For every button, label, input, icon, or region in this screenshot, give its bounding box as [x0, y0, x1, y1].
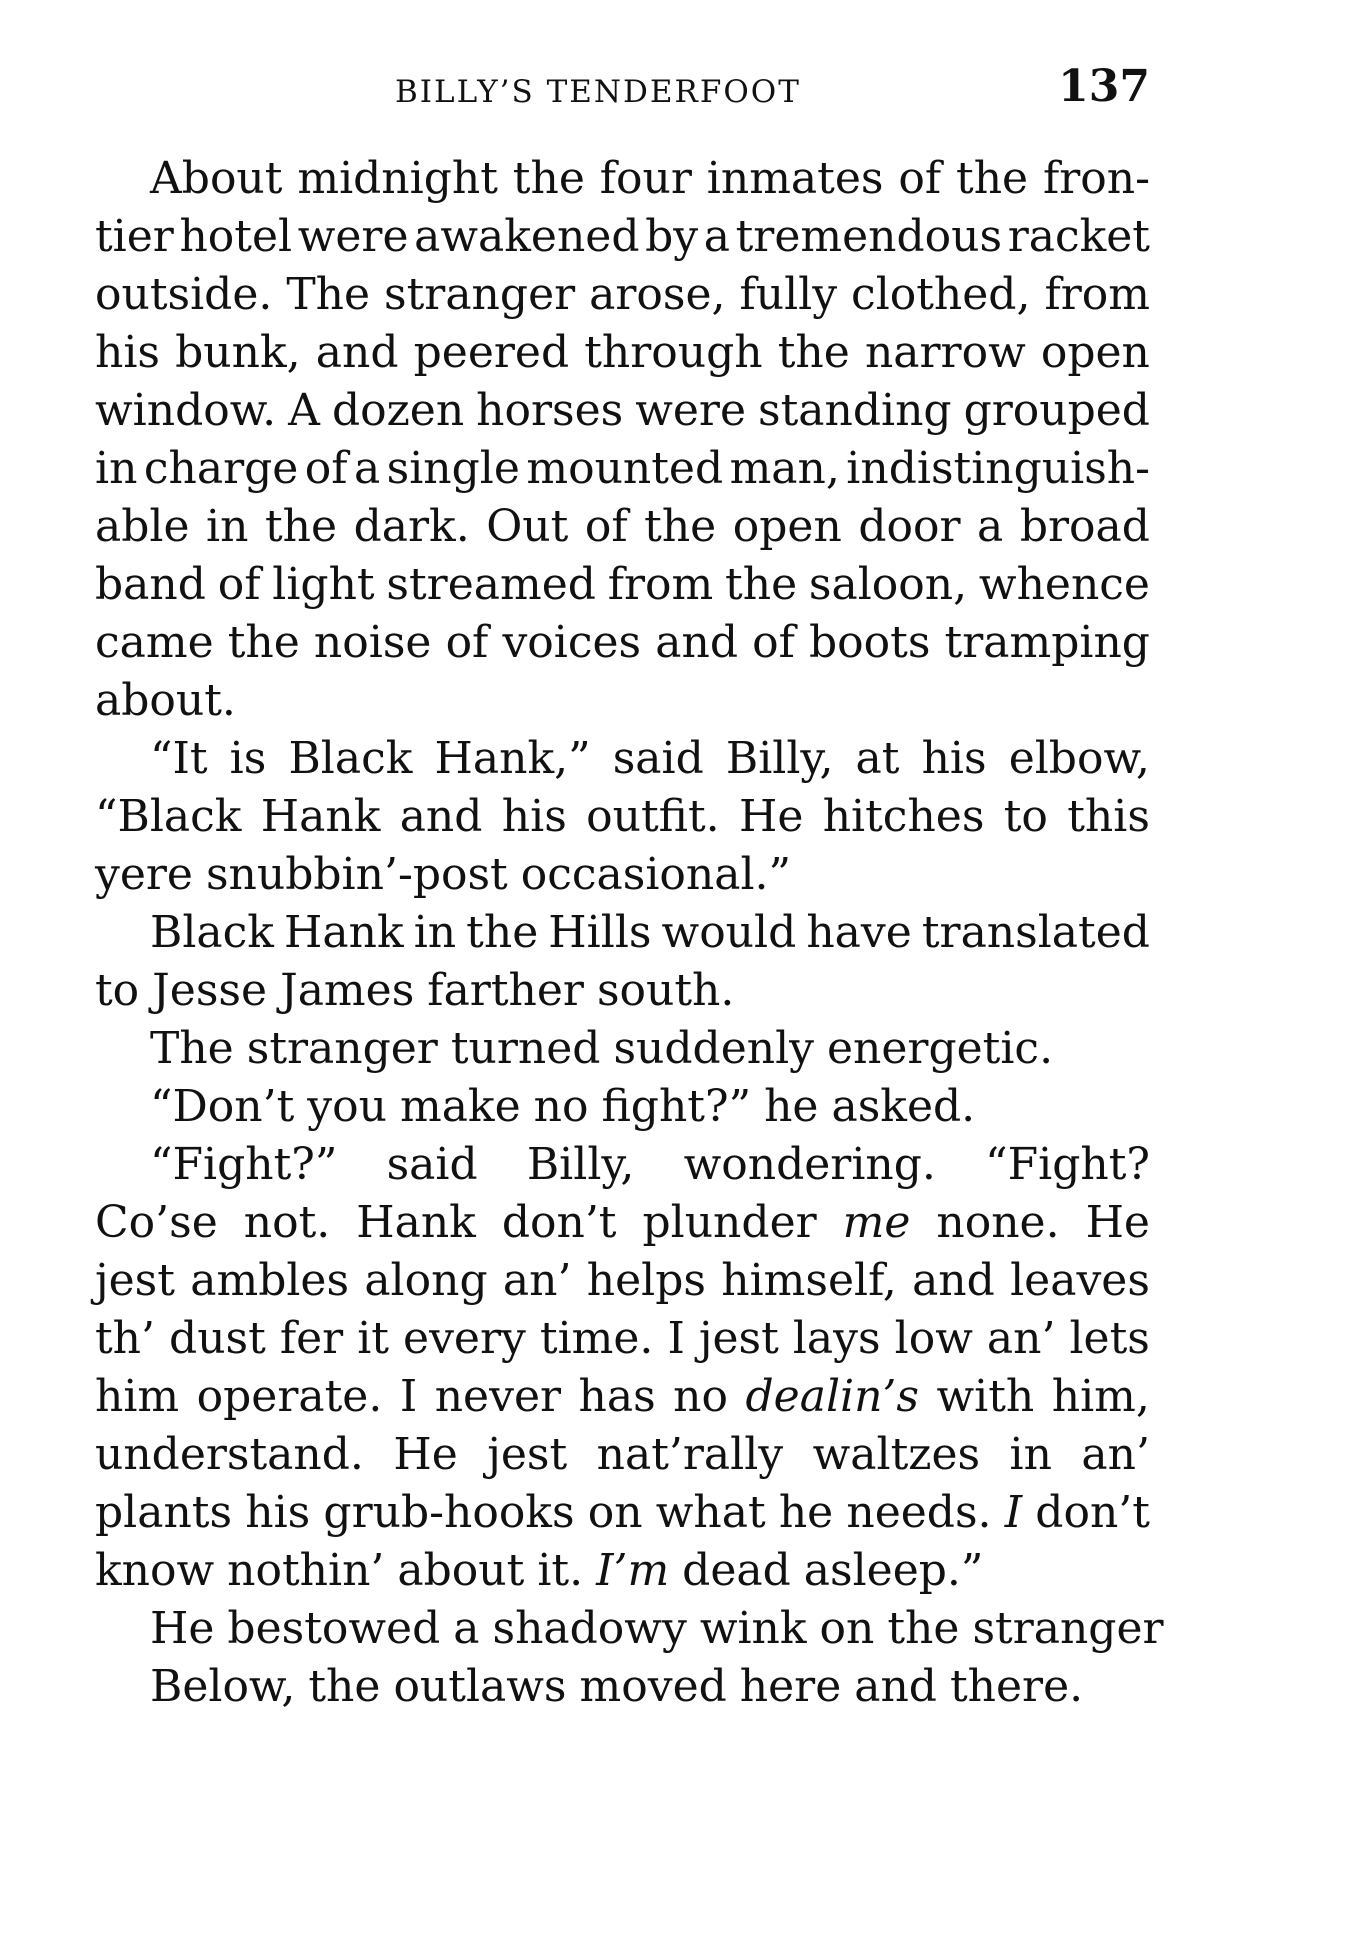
word: noise [313, 617, 432, 668]
word: and [912, 1255, 995, 1306]
word: the [956, 153, 1029, 204]
word: th’ [95, 1313, 156, 1364]
word: horses [476, 385, 624, 436]
text-line [95, 1310, 1150, 1368]
word: came [95, 617, 214, 668]
text-line [95, 1658, 1150, 1716]
word: arose, [589, 269, 726, 320]
word: the [512, 153, 585, 204]
text-line [95, 1542, 1150, 1600]
word: of [584, 501, 628, 552]
word: “It [150, 733, 208, 784]
word: have [806, 907, 912, 958]
word: suddenly [613, 1023, 815, 1074]
word: never [434, 1371, 562, 1422]
word: with [936, 1371, 1035, 1422]
word: at [855, 733, 900, 784]
word: Hank [260, 791, 381, 842]
word: grouped [963, 385, 1150, 436]
word: open [1040, 327, 1150, 378]
word: tier [95, 211, 174, 262]
word: no [533, 1081, 589, 1132]
text-line [95, 150, 1150, 208]
text-line [95, 730, 1150, 788]
word: from [1044, 269, 1150, 320]
word: the [466, 907, 539, 958]
word: He [738, 791, 804, 842]
word: were [297, 211, 409, 262]
paragraph [95, 150, 1150, 730]
word: has [578, 1371, 656, 1422]
paragraph [95, 1020, 1150, 1078]
word [1005, 1484, 1022, 1542]
word: lays [792, 1313, 881, 1364]
word: there. [949, 1661, 1084, 1712]
word: I [399, 1371, 418, 1422]
word: leaves [1010, 1255, 1150, 1306]
word: outlaws [393, 1661, 567, 1712]
text-line [95, 1426, 1150, 1484]
word: in [206, 501, 249, 552]
word: Below, [150, 1661, 296, 1712]
word: on [587, 1487, 643, 1538]
word: “Fight? [985, 1139, 1150, 1190]
word: and [399, 791, 483, 842]
word: About [150, 153, 283, 204]
word: elbow, [1008, 733, 1150, 784]
word: an’ [986, 1313, 1056, 1364]
word: a [453, 1603, 480, 1654]
word: and [854, 1661, 937, 1712]
word: wink [699, 1603, 807, 1654]
word: in [413, 907, 457, 958]
word: The [286, 269, 371, 320]
word: Hank,” [434, 733, 591, 784]
text-line [95, 498, 1150, 556]
word: his [245, 1487, 311, 1538]
word: the [777, 327, 850, 378]
word: Jesse [152, 965, 268, 1016]
word: Black [150, 907, 274, 958]
word: an’ [1081, 1429, 1150, 1480]
word: here [739, 1661, 842, 1712]
word: charge [143, 443, 299, 494]
word: farther [427, 965, 584, 1016]
word: his [921, 733, 987, 784]
word: about. [95, 675, 236, 726]
word: south. [596, 965, 735, 1016]
word: were [635, 385, 746, 436]
text-line [95, 208, 1150, 266]
word: the [308, 1661, 381, 1712]
paragraph [95, 730, 1150, 904]
word: him [95, 1371, 180, 1422]
word: window. [95, 385, 277, 436]
word: Co’se [95, 1197, 218, 1248]
word: to [1003, 791, 1048, 842]
emphasis: I’m [596, 1545, 670, 1596]
word: He [150, 1603, 215, 1654]
word: ambles [190, 1255, 350, 1306]
word: bestowed [227, 1603, 441, 1654]
word: a [353, 443, 381, 494]
text-line [95, 1136, 1150, 1194]
paragraph [95, 1078, 1150, 1136]
word: said [386, 1139, 478, 1190]
word: every [403, 1313, 526, 1364]
word: he [778, 1487, 834, 1538]
word: dead [682, 1545, 791, 1596]
text-line [95, 788, 1150, 846]
page-number: 137 [1058, 61, 1150, 112]
word: of [752, 617, 795, 668]
word: of [304, 443, 348, 494]
word: dark. [353, 501, 470, 552]
word: understand. [95, 1429, 364, 1480]
word: band [95, 559, 206, 610]
word: asked. [831, 1081, 976, 1132]
word: you [307, 1081, 387, 1132]
word: whence [978, 559, 1150, 610]
word: tremendous [735, 211, 1003, 262]
text-line [95, 846, 1150, 904]
word [843, 1194, 911, 1252]
word: Hank [356, 1197, 476, 1248]
word: stranger [246, 1023, 438, 1074]
emphasis: me [842, 1197, 911, 1248]
word: inmates [706, 153, 884, 204]
word: it. [537, 1545, 584, 1596]
word: narrow [864, 327, 1026, 378]
word: from [607, 559, 714, 610]
word: standing [758, 385, 952, 436]
word: I [667, 1313, 685, 1364]
word: single [386, 443, 520, 494]
word: of [445, 617, 489, 668]
word: dozen [331, 385, 465, 436]
word: is [229, 733, 267, 784]
word: time. [539, 1313, 654, 1364]
word: nothin’ [227, 1545, 385, 1596]
word: jest [698, 1313, 779, 1364]
word: by [645, 211, 699, 262]
word: moved [579, 1661, 727, 1712]
word: He [1085, 1197, 1150, 1248]
text-line [95, 1020, 1150, 1078]
emphasis: I [1004, 1487, 1023, 1538]
word: hitches [822, 791, 985, 842]
word: wondering. [683, 1139, 936, 1190]
word: needs. [846, 1487, 992, 1538]
word: jest [487, 1429, 568, 1480]
word: able [95, 501, 190, 552]
word: translated [921, 907, 1150, 958]
word: The [150, 1023, 234, 1074]
word: don’t [501, 1197, 617, 1248]
word: and [655, 617, 738, 668]
word [746, 1368, 920, 1426]
word: a [977, 501, 1004, 552]
text-line [95, 614, 1150, 672]
word: awakened [414, 211, 640, 262]
word: Hills [548, 907, 652, 958]
word: what [655, 1487, 766, 1538]
text-line [95, 1600, 1164, 1658]
word: grub-hooks [323, 1487, 575, 1538]
word: would [661, 907, 797, 958]
word: He [393, 1429, 458, 1480]
word: this [1067, 791, 1150, 842]
word: “Don’t [150, 1081, 295, 1132]
word: to [95, 965, 140, 1016]
text-line [95, 1194, 1150, 1252]
text-line [95, 1078, 1150, 1136]
word: fully [739, 269, 838, 320]
word: hotel [179, 211, 293, 262]
word: in [95, 443, 138, 494]
word: outfit. [586, 791, 720, 842]
word: shadowy [492, 1603, 687, 1654]
word: the [644, 501, 717, 552]
word: Hank [284, 907, 404, 958]
word: and [315, 327, 399, 378]
word: racket [1007, 211, 1150, 262]
word: his [501, 791, 567, 842]
word: him, [1051, 1371, 1150, 1422]
word: snubbin’-post [205, 849, 508, 900]
word: make [399, 1081, 521, 1132]
word: along [364, 1255, 488, 1306]
word: operate. [196, 1371, 383, 1422]
word: peered [413, 327, 570, 378]
word: none. [936, 1197, 1060, 1248]
word [596, 1542, 669, 1600]
text-line [95, 1252, 1150, 1310]
word: nat’rally [596, 1429, 784, 1480]
word: broad [1019, 501, 1150, 552]
word: midnight [297, 153, 498, 204]
word: A [288, 385, 320, 436]
paragraph [95, 1600, 1164, 1658]
emphasis: dealin’s [745, 1371, 919, 1422]
word: dust [169, 1313, 266, 1364]
word: man, [729, 443, 840, 494]
word: light [272, 559, 375, 610]
text-line [95, 1368, 1150, 1426]
paragraph [95, 904, 1150, 1020]
word: Billy, [725, 733, 834, 784]
word: turned [450, 1023, 601, 1074]
word: indistinguish- [846, 443, 1150, 494]
word: plunder [642, 1197, 817, 1248]
text-line [95, 672, 1150, 730]
word: no [673, 1371, 728, 1422]
word: open [732, 501, 842, 552]
word: himself, [721, 1255, 897, 1306]
word: “Black [95, 791, 242, 842]
word: the [265, 501, 338, 552]
word: jest [95, 1255, 175, 1306]
word: the [227, 617, 300, 668]
word: lets [1069, 1313, 1150, 1364]
word: streamed [386, 559, 596, 610]
text-line [95, 266, 1150, 324]
paragraph [95, 1658, 1150, 1716]
word: fight?” [601, 1081, 752, 1132]
word: about [397, 1545, 525, 1596]
word: stranger [972, 1603, 1164, 1654]
word: clothed, [851, 269, 1031, 320]
word: of [217, 559, 261, 610]
word: door [858, 501, 961, 552]
word: said [612, 733, 704, 784]
word: James [280, 965, 415, 1016]
word: “Fight?” [150, 1139, 338, 1190]
word: his [95, 327, 160, 378]
text-line [95, 382, 1150, 440]
word: occasional.” [520, 849, 792, 900]
word: boots [809, 617, 931, 668]
word: don’t [1035, 1487, 1150, 1538]
word: through [584, 327, 763, 378]
word: saloon, [808, 559, 968, 610]
word: know [95, 1545, 215, 1596]
word: yere [95, 849, 193, 900]
word: of [898, 153, 942, 204]
word: not. [243, 1197, 331, 1248]
word: it [357, 1313, 389, 1364]
word: bunk, [175, 327, 301, 378]
word: low [894, 1313, 973, 1364]
word: a [703, 211, 730, 262]
word: fer [279, 1313, 344, 1364]
word: mounted [526, 443, 724, 494]
text-line [95, 324, 1150, 382]
word: he [764, 1081, 819, 1132]
word: on [819, 1603, 875, 1654]
word: an’ [502, 1255, 572, 1306]
word: helps [586, 1255, 706, 1306]
word: four [599, 153, 692, 204]
text-line [95, 1484, 1150, 1542]
word: waltzes [812, 1429, 981, 1480]
word: Billy, [526, 1139, 635, 1190]
word: energetic. [827, 1023, 1054, 1074]
word: Black [288, 733, 413, 784]
word: tramping [944, 617, 1150, 668]
text-line [95, 962, 1150, 1020]
text-line [95, 556, 1150, 614]
word: plants [95, 1487, 233, 1538]
body-text [95, 150, 1164, 1716]
word: the [887, 1603, 960, 1654]
word: asleep.” [803, 1545, 984, 1596]
text-line [95, 440, 1150, 498]
word: outside. [95, 269, 273, 320]
word: in [1009, 1429, 1052, 1480]
running-head-title: BILLY’S TENDERFOOT [395, 74, 801, 110]
word: stranger [384, 269, 576, 320]
word: fron- [1042, 153, 1150, 204]
word: the [725, 559, 798, 610]
paragraph [95, 1136, 1150, 1600]
word: Out [486, 501, 569, 552]
text-line [95, 904, 1150, 962]
word: voices [502, 617, 642, 668]
